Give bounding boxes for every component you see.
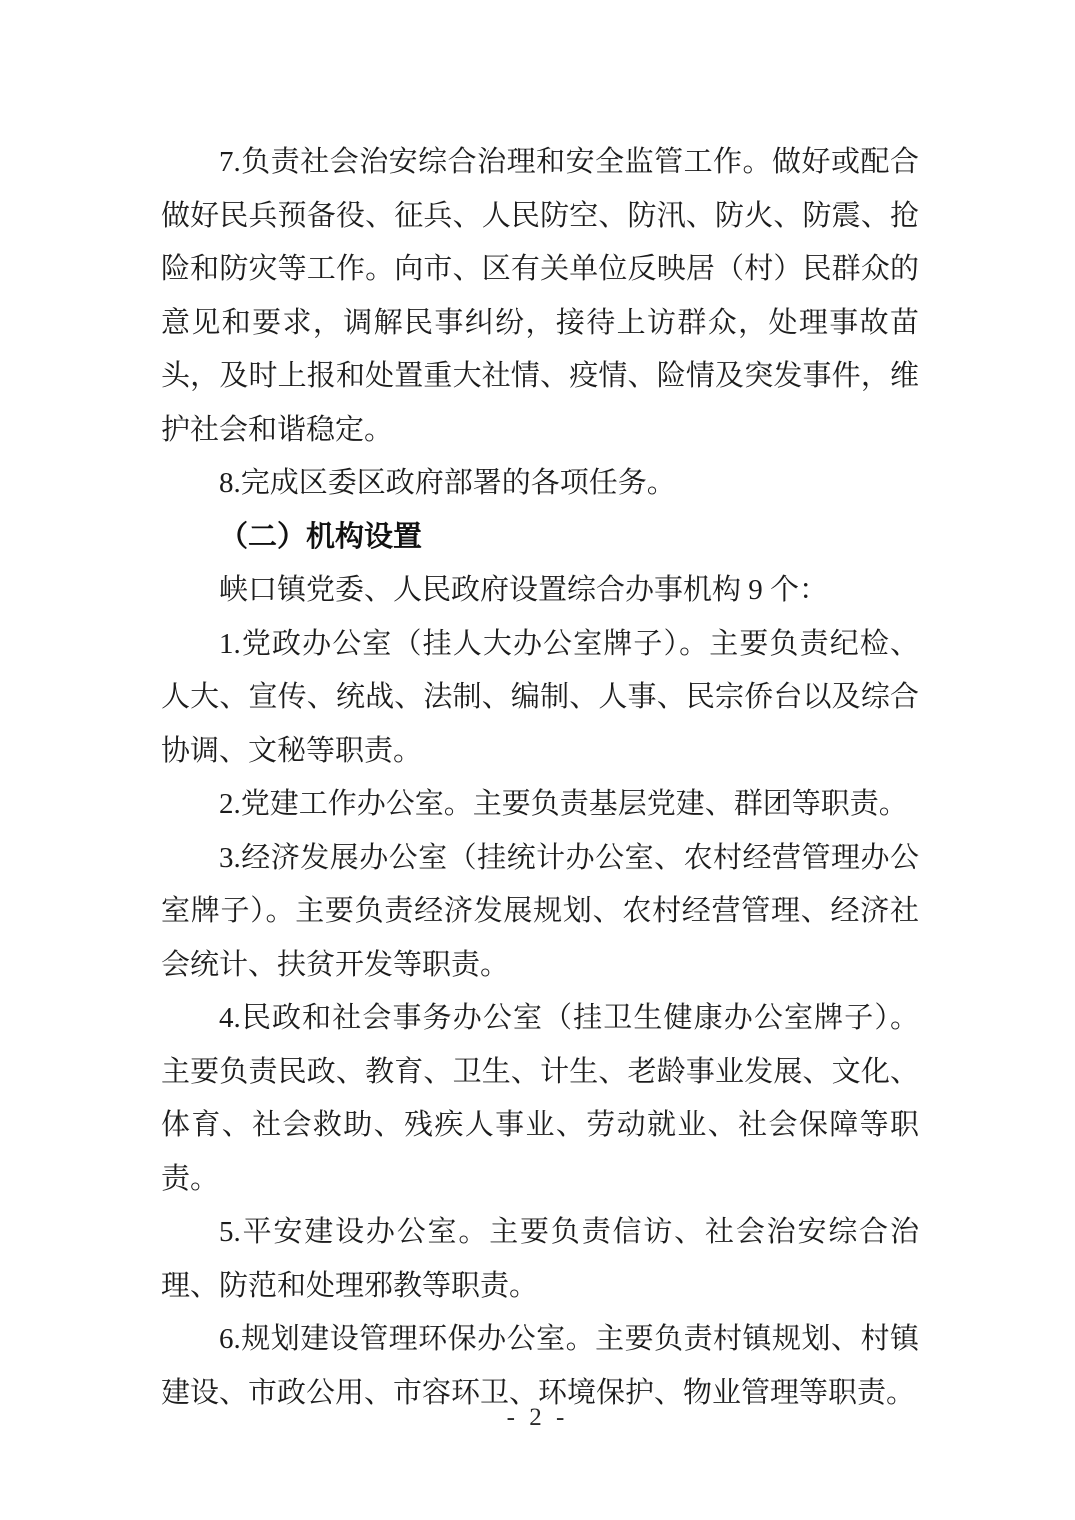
paragraph-office-6: 6.规划建设管理环保办公室。主要负责村镇规划、村镇建设、市政公用、市容环卫、环境保护、物业管理等职责。 <box>161 1323 919 1409</box>
paragraph-office-5: 5.平安建设办公室。主要负责信访、社会治安综合治理、防范和处理邪教等职责。 <box>161 1216 919 1302</box>
paragraph-office-2: 2.党建工作办公室。主要负责基层党建、群团等职责。 <box>219 788 908 820</box>
paragraph-duty-7: 7.负责社会治安综合治理和安全监管工作。做好或配合做好民兵预备役、征兵、人民防空、防汛、防火、防震、抢险和防灾等工作。向市、区有关单位反映居（村）民群众的意见和要求，调解民事纠纷，接待上访群众，处理事故苗头，及时上报和处置重大社情、疫情、险情及突发事件，维护社会和谐稳定。 <box>161 146 919 446</box>
paragraph-org-intro: 峡口镇党委、人民政府设置综合办事机构 9 个： <box>219 574 829 606</box>
page-number: - 2 - <box>506 1404 569 1431</box>
paragraph-office-1: 1.党政办公室（挂人大办公室牌子）。主要负责纪检、人大、宣传、统战、法制、编制、人事、民宗侨台以及综合协调、文秘等职责。 <box>161 627 919 767</box>
section-heading-organization-setup: （二）机构设置 <box>219 520 423 553</box>
document-body <box>161 136 919 1420</box>
paragraph-office-4: 4.民政和社会事务办公室（挂卫生健康办公室牌子）。主要负责民政、教育、卫生、计生、老龄事业发展、文化、体育、社会救助、残疾人事业、劳动就业、社会保障等职责。 <box>161 1002 919 1195</box>
paragraph-office-3: 3.经济发展办公室（挂统计办公室、农村经营管理办公室牌子）。主要负责经济发展规划、农村经营管理、经济社会统计、扶贫开发等职责。 <box>161 841 919 981</box>
paragraph-duty-8: 8.完成区委区政府部署的各项任务。 <box>219 467 676 499</box>
